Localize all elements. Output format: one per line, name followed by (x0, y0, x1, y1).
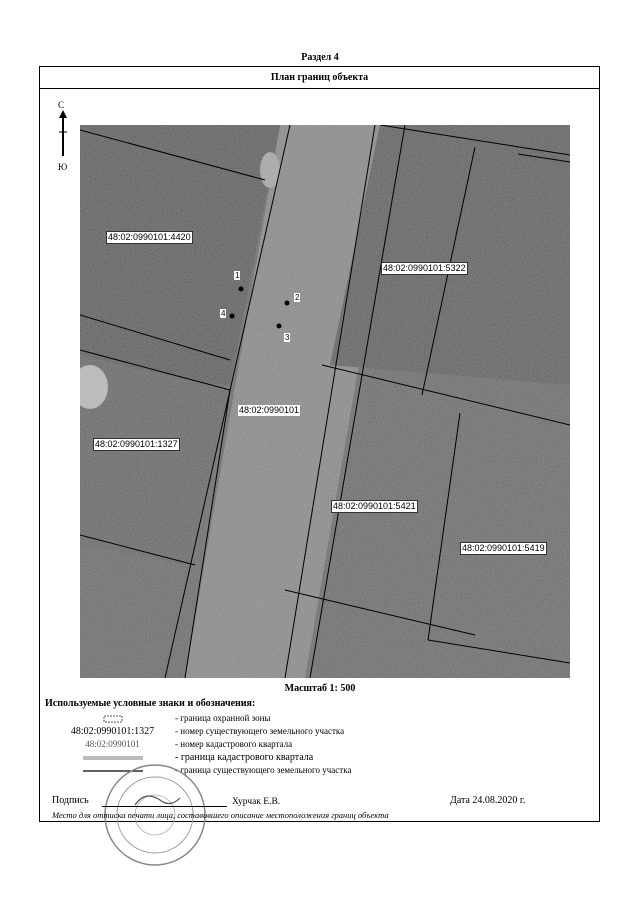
map-imagery (80, 125, 570, 678)
section-title: Раздел 4 (301, 52, 339, 63)
signature-line (102, 806, 227, 807)
parcel-label-5421[interactable]: 48:02:0990101:5421 (333, 501, 416, 511)
scale-label: Масштаб 1: 500 (284, 683, 356, 694)
legend-text: - номер кадастрового квартала (175, 739, 293, 749)
signer-name: Хурчак Е.В. (232, 797, 281, 807)
point-label-2: 2 (295, 293, 300, 302)
legend-symbol-quarter-number: 48:02:0990101 (85, 739, 140, 749)
plan-title: План границ объекта (40, 67, 599, 89)
point-marker (239, 287, 244, 292)
north-arrow-icon (54, 110, 72, 160)
point-marker (277, 324, 282, 329)
legend-text: - граница существующего земельного участка (175, 765, 352, 775)
point-label-4: 4 (221, 309, 226, 318)
parcel-label-4420[interactable]: 48:02:0990101:4420 (108, 232, 191, 242)
legend-text: - номер существующего земельного участка (175, 726, 345, 736)
cadastral-map[interactable] (80, 125, 570, 678)
point-label-3: 3 (285, 333, 290, 342)
compass-north-label: С (58, 100, 65, 110)
stamp-note: Место для оттиска печати лица, составившего описание местоположения границ объекта (52, 810, 389, 820)
north-arrow (52, 100, 74, 180)
point-marker (230, 314, 235, 319)
parcel-label-5322[interactable]: 48:02:0990101:5322 (383, 263, 466, 273)
compass-south-label: Ю (58, 162, 68, 172)
signature-label: Подпись (52, 795, 89, 806)
parcel-label-5419[interactable]: 48:02:0990101:5419 (462, 543, 545, 553)
point-marker (285, 301, 290, 306)
parcel-label-1327[interactable]: 48:02:0990101:1327 (95, 439, 178, 449)
legend-title: Используемые условные знаки и обозначения: (45, 698, 256, 709)
sign-date: Дата 24.08.2020 г. (450, 795, 526, 806)
legend-text: - граница охранной зоны (175, 713, 271, 723)
quarter-label[interactable]: 48:02:0990101 (239, 405, 300, 415)
legend-text: - граница кадастрового квартала (175, 752, 314, 763)
legend-symbol-parcel-number: 48:02:0990101:1327 (70, 726, 155, 737)
legend-symbol-protection-zone (45, 713, 180, 723)
hatched-box-icon (103, 715, 123, 723)
point-label-1: 1 (235, 271, 240, 280)
